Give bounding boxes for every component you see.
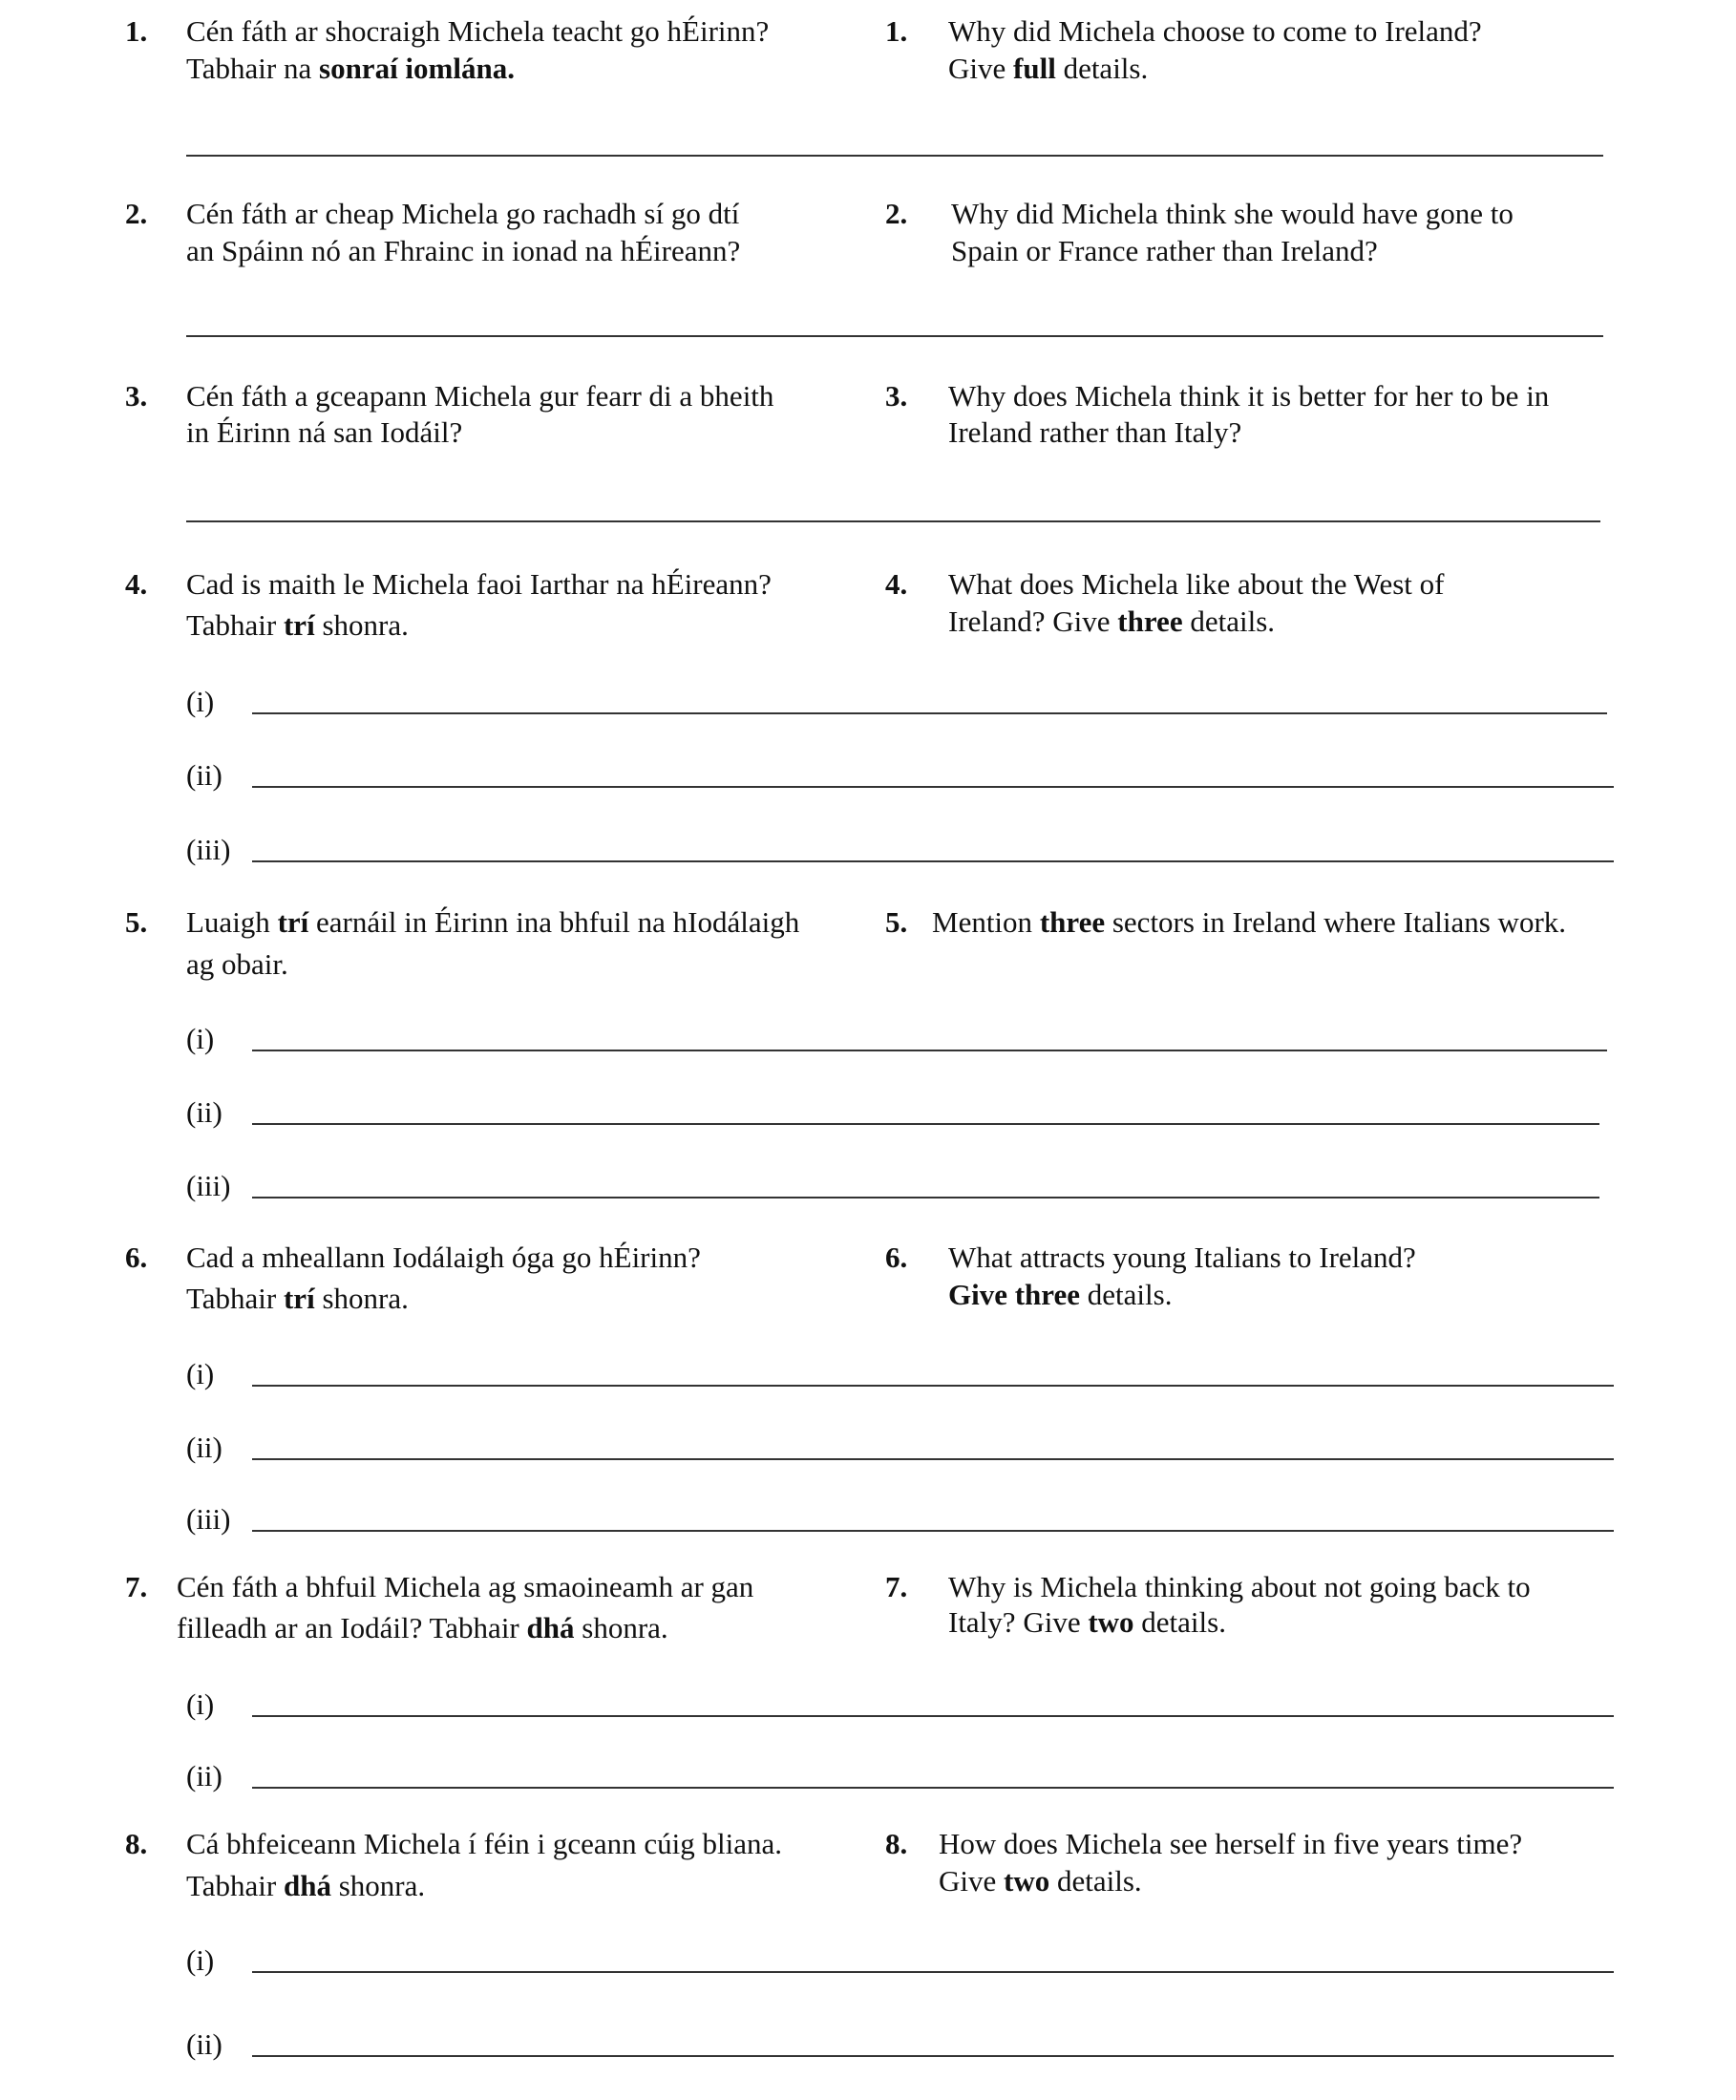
text-run: sectors in Ireland where Italians work. bbox=[1105, 905, 1567, 939]
question-text-irish bbox=[186, 51, 515, 86]
question-number-irish: 1. bbox=[125, 14, 148, 48]
question-number-irish: 6. bbox=[125, 1241, 148, 1274]
emphasis-text: dhá bbox=[283, 1869, 331, 1902]
text-run: details. bbox=[1133, 1605, 1226, 1639]
text-run: Why did Michela think she would have gone to bbox=[951, 197, 1514, 230]
answer-label: (i) bbox=[186, 685, 215, 718]
emphasis-text: two bbox=[1004, 1864, 1050, 1898]
question-number-irish: 4. bbox=[125, 567, 148, 601]
text-run: Why is Michela thinking about not going back to bbox=[948, 1570, 1531, 1603]
text-run: in Éirinn ná san Iodáil? bbox=[186, 415, 463, 449]
answer-label: (i) bbox=[186, 1943, 215, 1977]
question-text-english bbox=[948, 414, 1241, 450]
answer-label: (i) bbox=[186, 1357, 215, 1390]
question-text-english bbox=[948, 51, 1148, 86]
question-text-irish bbox=[186, 904, 799, 940]
question-text-english bbox=[939, 1863, 1142, 1898]
question-number-irish: 8. bbox=[125, 1827, 148, 1860]
question-text-irish bbox=[186, 1826, 782, 1861]
text-run: Cad is maith le Michela faoi Iarthar na hÉireann? bbox=[186, 567, 772, 601]
answer-line[interactable] bbox=[252, 1787, 1614, 1789]
text-run: Tabhair na bbox=[186, 52, 319, 85]
question-number-english: 4. bbox=[885, 567, 908, 601]
answer-label: (ii) bbox=[186, 2027, 222, 2061]
question-text-irish bbox=[186, 566, 772, 602]
question-number-english: 6. bbox=[885, 1241, 908, 1274]
question-number-irish: 5. bbox=[125, 905, 148, 939]
text-run: Cá bhfeiceann Michela í féin i gceann cúig bliana. bbox=[186, 1827, 783, 1860]
question-number-irish: 3. bbox=[125, 379, 148, 413]
question-number-english: 1. bbox=[885, 14, 908, 48]
question-text-english bbox=[948, 566, 1444, 602]
answer-line[interactable] bbox=[252, 1050, 1607, 1051]
question-text-english bbox=[948, 13, 1482, 49]
text-run: details. bbox=[1055, 52, 1149, 85]
answer-label: (iii) bbox=[186, 1169, 231, 1202]
text-run: Tabhair bbox=[186, 1282, 284, 1315]
text-run: Tabhair bbox=[186, 1869, 284, 1902]
answer-label: (iii) bbox=[186, 1502, 231, 1536]
text-run: shonra. bbox=[330, 1869, 426, 1902]
emphasis-text: sonraí iomlána. bbox=[319, 52, 515, 85]
question-number-english: 5. bbox=[885, 905, 908, 939]
text-run: Give bbox=[939, 1864, 1005, 1898]
answer-line[interactable] bbox=[252, 786, 1614, 788]
text-run: Italy? Give bbox=[948, 1605, 1089, 1639]
emphasis-text: three bbox=[1039, 905, 1106, 939]
answer-line[interactable] bbox=[186, 155, 1603, 157]
answer-label: (i) bbox=[186, 1022, 215, 1055]
answer-line[interactable] bbox=[252, 1715, 1614, 1717]
text-run: Ireland? Give bbox=[948, 605, 1118, 638]
question-text-irish bbox=[186, 1281, 409, 1316]
text-run: earnáil in Éirinn ina bhfuil na hIodálaigh bbox=[308, 905, 800, 939]
question-number-irish: 2. bbox=[125, 197, 148, 230]
text-run: What attracts young Italians to Ireland? bbox=[948, 1241, 1416, 1274]
answer-label: (ii) bbox=[186, 1759, 222, 1792]
question-text-english bbox=[948, 1604, 1226, 1640]
text-run: shonra. bbox=[314, 608, 409, 642]
question-text-english bbox=[948, 1277, 1172, 1312]
answer-line[interactable] bbox=[252, 2055, 1614, 2057]
question-text-irish bbox=[186, 233, 740, 268]
answer-label: (iii) bbox=[186, 833, 231, 866]
question-text-english bbox=[948, 604, 1275, 639]
text-run: Why did Michela choose to come to Ireland? bbox=[948, 14, 1482, 48]
question-number-irish: 7. bbox=[125, 1570, 148, 1603]
text-run: What does Michela like about the West of bbox=[948, 567, 1445, 601]
text-run: Cén fáth a gceapann Michela gur fearr di a bheith bbox=[186, 379, 774, 413]
question-text-irish bbox=[186, 607, 409, 643]
emphasis-text: dhá bbox=[526, 1611, 575, 1644]
text-run: Luaigh bbox=[186, 905, 278, 939]
text-run: shonra. bbox=[574, 1611, 668, 1644]
text-run: details. bbox=[1080, 1278, 1173, 1311]
emphasis-text: Give three bbox=[948, 1278, 1081, 1311]
question-text-irish bbox=[186, 196, 739, 231]
emphasis-text: two bbox=[1088, 1605, 1134, 1639]
question-text-english bbox=[939, 1826, 1522, 1861]
text-run: Mention bbox=[932, 905, 1040, 939]
answer-line[interactable] bbox=[252, 1197, 1599, 1198]
question-number-english: 7. bbox=[885, 1570, 908, 1603]
answer-line[interactable] bbox=[252, 1385, 1614, 1387]
question-text-irish bbox=[186, 1868, 425, 1903]
emphasis-text: trí bbox=[283, 1282, 315, 1315]
answer-line[interactable] bbox=[252, 1458, 1614, 1460]
text-run: Give bbox=[948, 52, 1014, 85]
text-run: Spain or France rather than Ireland? bbox=[951, 234, 1378, 267]
answer-label: (ii) bbox=[186, 1095, 222, 1129]
text-run: ag obair. bbox=[186, 947, 288, 981]
question-text-english bbox=[948, 1569, 1531, 1604]
text-run: Tabhair bbox=[186, 608, 284, 642]
emphasis-text: trí bbox=[277, 905, 309, 939]
text-run: shonra. bbox=[314, 1282, 409, 1315]
answer-line[interactable] bbox=[252, 712, 1607, 714]
text-run: Cén fáth ar cheap Michela go rachadh sí go dtí bbox=[186, 197, 740, 230]
question-number-english: 2. bbox=[885, 197, 908, 230]
question-text-english bbox=[951, 196, 1514, 231]
text-run: Cad a mheallann Iodálaigh óga go hÉirinn? bbox=[186, 1241, 701, 1274]
answer-line[interactable] bbox=[252, 860, 1614, 862]
text-run: filleadh ar an Iodáil? Tabhair bbox=[177, 1611, 527, 1644]
answer-label: (ii) bbox=[186, 1431, 222, 1464]
text-run: Cén fáth ar shocraigh Michela teacht go hÉirinn? bbox=[186, 14, 770, 48]
question-number-english: 8. bbox=[885, 1827, 908, 1860]
question-text-english bbox=[932, 904, 1566, 940]
emphasis-text: trí bbox=[283, 608, 315, 642]
question-number-english: 3. bbox=[885, 379, 908, 413]
emphasis-text: full bbox=[1013, 52, 1056, 85]
question-text-english bbox=[951, 233, 1378, 268]
answer-line[interactable] bbox=[186, 335, 1603, 337]
question-text-irish bbox=[186, 414, 462, 450]
question-text-irish bbox=[177, 1569, 753, 1604]
question-text-irish bbox=[186, 378, 773, 414]
question-text-irish bbox=[186, 946, 288, 982]
text-run: details. bbox=[1049, 1864, 1142, 1898]
question-text-english bbox=[948, 378, 1549, 414]
question-text-irish bbox=[177, 1610, 668, 1645]
question-text-english bbox=[948, 1240, 1416, 1275]
answer-label: (i) bbox=[186, 1687, 215, 1721]
text-run: Cén fáth a bhfuil Michela ag smaoineamh ar gan bbox=[177, 1570, 754, 1603]
answer-line[interactable] bbox=[252, 1971, 1614, 1973]
text-run: Why does Michela think it is better for her to be in bbox=[948, 379, 1550, 413]
answer-line[interactable] bbox=[186, 520, 1600, 522]
text-run: How does Michela see herself in five years time? bbox=[939, 1827, 1523, 1860]
question-text-irish bbox=[186, 13, 769, 49]
text-run: details. bbox=[1182, 605, 1276, 638]
text-run: Ireland rather than Italy? bbox=[948, 415, 1242, 449]
emphasis-text: three bbox=[1117, 605, 1183, 638]
answer-line[interactable] bbox=[252, 1530, 1614, 1532]
question-text-irish bbox=[186, 1240, 701, 1275]
text-run: an Spáinn nó an Fhrainc in ionad na hÉireann? bbox=[186, 234, 741, 267]
answer-label: (ii) bbox=[186, 758, 222, 792]
answer-line[interactable] bbox=[252, 1123, 1599, 1125]
